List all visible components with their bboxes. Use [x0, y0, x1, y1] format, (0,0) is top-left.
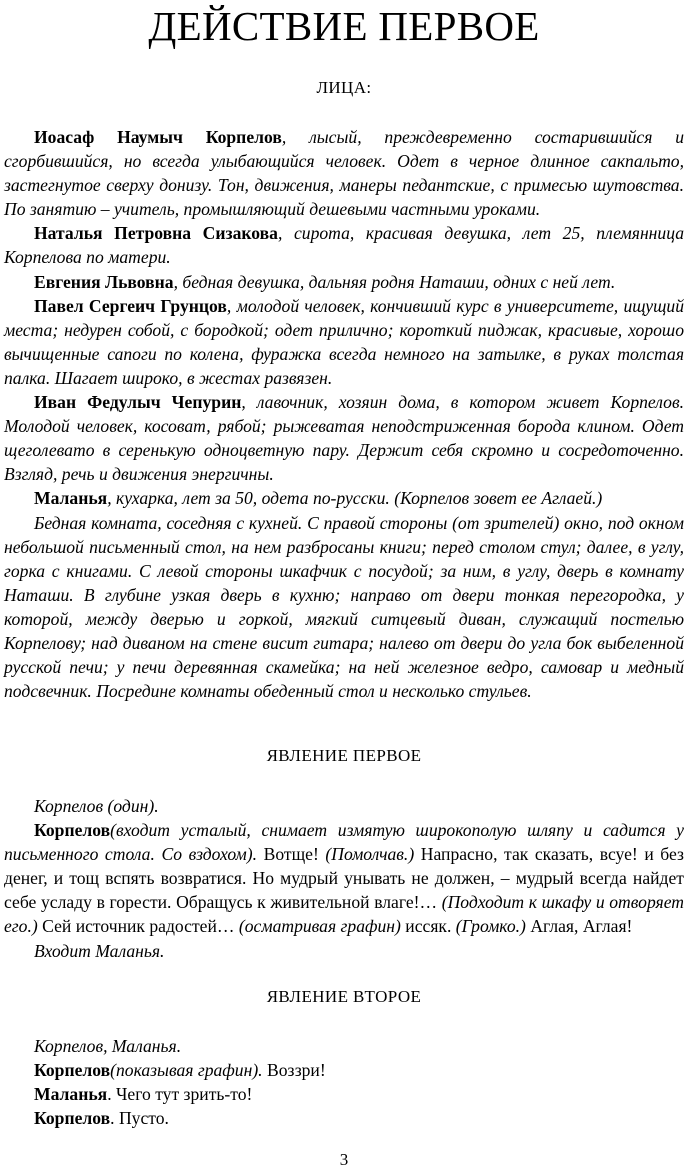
- character-description: , бедная девушка, дальняя родня Наташи, одних с ней лет.: [173, 271, 616, 292]
- speaker-name: Корпелов: [34, 820, 111, 841]
- character-name: Иоасаф Наумыч Корпелов: [34, 127, 282, 147]
- speech-text: Аглая, Аглая!: [525, 916, 633, 937]
- character-name: Иван Федулыч Чепурин: [34, 392, 242, 413]
- character-entry: [4, 294, 684, 390]
- speech-text: иссяк.: [400, 916, 456, 937]
- character-description: , лавочник, хозяин дома, в котором живет Корпелов. Молодой человек, косоват, рябой; рыжеватая неподстриженная борода клином. Одет щеголевато в серенькую одноцветную пару. Держит себя скромно и сосредоточенно. Взгляд, речь и движения энергичны.: [4, 392, 684, 485]
- speaker-name: Корпелов: [34, 1108, 111, 1129]
- speech: [4, 1106, 684, 1130]
- character-entry: [4, 486, 684, 510]
- character-entry: [4, 270, 684, 294]
- stage-direction: (осматривая графин): [238, 916, 401, 937]
- stage-direction: Входит Маланья.: [34, 940, 165, 961]
- speech-text: Напрасно, так сказать, всуе! и без денег, и тощ вспять возвратися. Но мудрый унывать не должен, – мудрый всегда найдет себе усладу в горести. Обращусь к живительной влаге!…: [4, 844, 684, 913]
- character-name: Павел Сергеич Грунцов: [34, 295, 227, 316]
- character-entry: [4, 390, 684, 486]
- stage-direction: (Помолчав.): [325, 844, 415, 865]
- characters-heading: ЛИЦА:: [316, 78, 372, 97]
- character-entry: [4, 125, 684, 221]
- speech: [4, 818, 684, 938]
- speaker-name: Корпелов: [34, 1060, 111, 1081]
- stage-direction: (Подходит к шкафу и отворяет его.): [4, 892, 684, 937]
- speech-text: . Чего тут зрить-то!: [107, 1084, 253, 1105]
- speaker-name: Маланья: [34, 1084, 108, 1105]
- scene-cast-text: Корпелов, Маланья.: [34, 1036, 182, 1056]
- character-name: Евгения Львовна: [34, 271, 174, 292]
- speech-text: Сей источник радостей…: [37, 916, 239, 937]
- character-name: Наталья Петровна Сизакова: [34, 223, 278, 244]
- scene-two-heading: ЯВЛЕНИЕ ВТОРОЕ: [266, 987, 422, 1006]
- stage-direction: (показывая графин).: [110, 1060, 263, 1081]
- scene-one-body: [4, 794, 684, 963]
- speech: [4, 1058, 684, 1082]
- scene-cast: [4, 794, 684, 818]
- page-number: 3: [339, 1150, 349, 1169]
- character-description: , лысый, преждевременно состарившийся и сгорбившийся, но всегда улыбающийся человек. Одет в черное длинное сакпальто, застегнутое сверху донизу. Тон, движения, манеры педантские, с примесью шутовства. По занятию – учитель, промышляющий дешевыми частными уроками.: [4, 127, 684, 220]
- scene-cast-text: Корпелов (один).: [34, 796, 159, 816]
- speech: [4, 1082, 684, 1106]
- stage-direction-line: [4, 939, 684, 963]
- stage-direction: (Громко.): [455, 916, 526, 937]
- setting-text: Бедная комната, соседняя с кухней. С правой стороны (от зрителей) окно, под окном небольшой письменный стол, на нем разбросаны книги; перед столом стул; далее, в углу, горка с книгами. С левой стороны шкафчик с посудой; за ним, в углу, дверь в комнату Наташи. В глубине узкая дверь в кухню; направо от двери тонкая перегородка, у которой, между дверью и горкой, мягкий ситцевый диван, служащий постелью Корпелову; над диваном на стене висит гитара; налево от двери до угла бок выбеленной русской печи; у печи деревянная скамейка; на ней железное ведро, самовар и медный подсвечник. Посредине комнаты обеденный стол и несколько стульев.: [4, 512, 684, 702]
- character-description: , кухарка, лет за 50, одета по-русски. (Корпелов зовет ее Аглаей.): [107, 488, 603, 509]
- stage-direction: (входит усталый, снимает измятую широкополую шляпу и садится у письменного стола. Со вздохом).: [4, 820, 684, 865]
- speech-text: Вотще!: [257, 844, 326, 865]
- scene-two-body: [4, 1034, 684, 1130]
- scene-cast: [4, 1034, 684, 1058]
- character-description: , сирота, красивая девушка, лет 25, племянница Корпелова по матери.: [4, 223, 685, 268]
- speech-text: . Пусто.: [110, 1108, 169, 1129]
- character-entry: [4, 221, 684, 269]
- act-title: ДЕЙСТВИЕ ПЕРВОЕ: [148, 3, 540, 49]
- character-description: , молодой человек, кончивший курс в университете, ищущий места; недурен собой, с бородкой; одет прилично; короткий пиджак, красивые, хорошо вычищенные сапоги по колена, фуражка всегда немного на затылке, в руках толстая палка. Шагает широко, в жестах развязен.: [4, 295, 684, 388]
- character-name: Маланья: [34, 488, 108, 509]
- setting-description: [4, 511, 684, 704]
- characters-list: [4, 125, 684, 703]
- book-page: [4, 0, 684, 1176]
- speech-text: Воззри!: [262, 1060, 326, 1081]
- scene-one-heading: ЯВЛЕНИЕ ПЕРВОЕ: [266, 746, 422, 765]
